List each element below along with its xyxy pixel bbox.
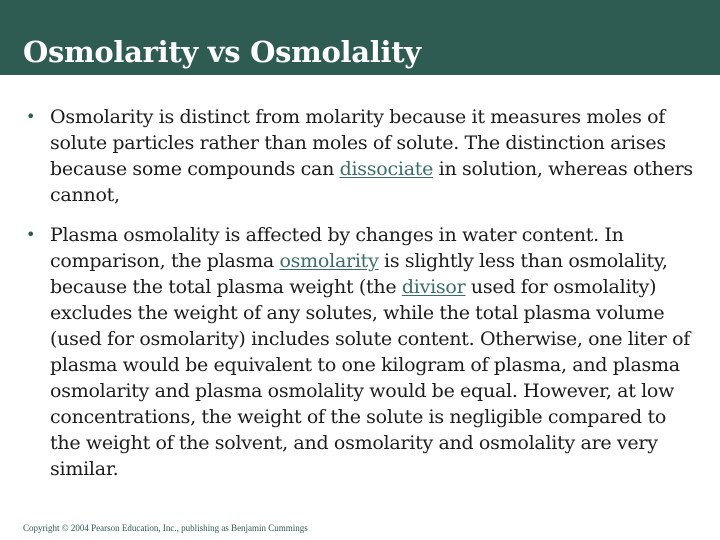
bullet-text: Osmolarity is distinct from molarity because it measures moles of solute particles rather than moles of solute. The distinction arises because some compounds can xyxy=(50,106,666,180)
bullet-item xyxy=(22,104,700,208)
slide-content xyxy=(22,104,700,496)
bullet-icon: • xyxy=(26,225,36,244)
dissociate-link[interactable]: dissociate xyxy=(339,158,434,180)
bullet-text: in solution, whereas others cannot, xyxy=(50,158,693,206)
bullet-icon: • xyxy=(26,107,36,126)
bullet-text: Plasma osmolality is affected by changes in water content. In comparison, the plasma xyxy=(50,224,624,272)
bullet-text: used for osmolality) excludes the weight of any solutes, while the total plasma volume (used for osmolarity) includes solute content. Otherwise, one liter of plasma would be equivalent to one kilogram of plasma, and plasma osmolarity and plasma osmolality would be equal. However, at low concentrations, the weight of the solute is negligible compared to the weight of the solvent, and osmolarity and osmolality are very similar. xyxy=(50,276,691,480)
slide-title: Osmolarity vs Osmolality xyxy=(23,35,421,69)
bullet-item xyxy=(22,222,700,482)
divisor-link[interactable]: divisor xyxy=(401,276,466,298)
copyright-footer: Copyright © 2004 Pearson Education, Inc., publishing as Benjamin Cummings xyxy=(23,523,308,533)
bullet-text: is slightly less than osmolality, because the total plasma weight (the xyxy=(50,250,668,298)
osmolarity-link[interactable]: osmolarity xyxy=(279,250,379,272)
